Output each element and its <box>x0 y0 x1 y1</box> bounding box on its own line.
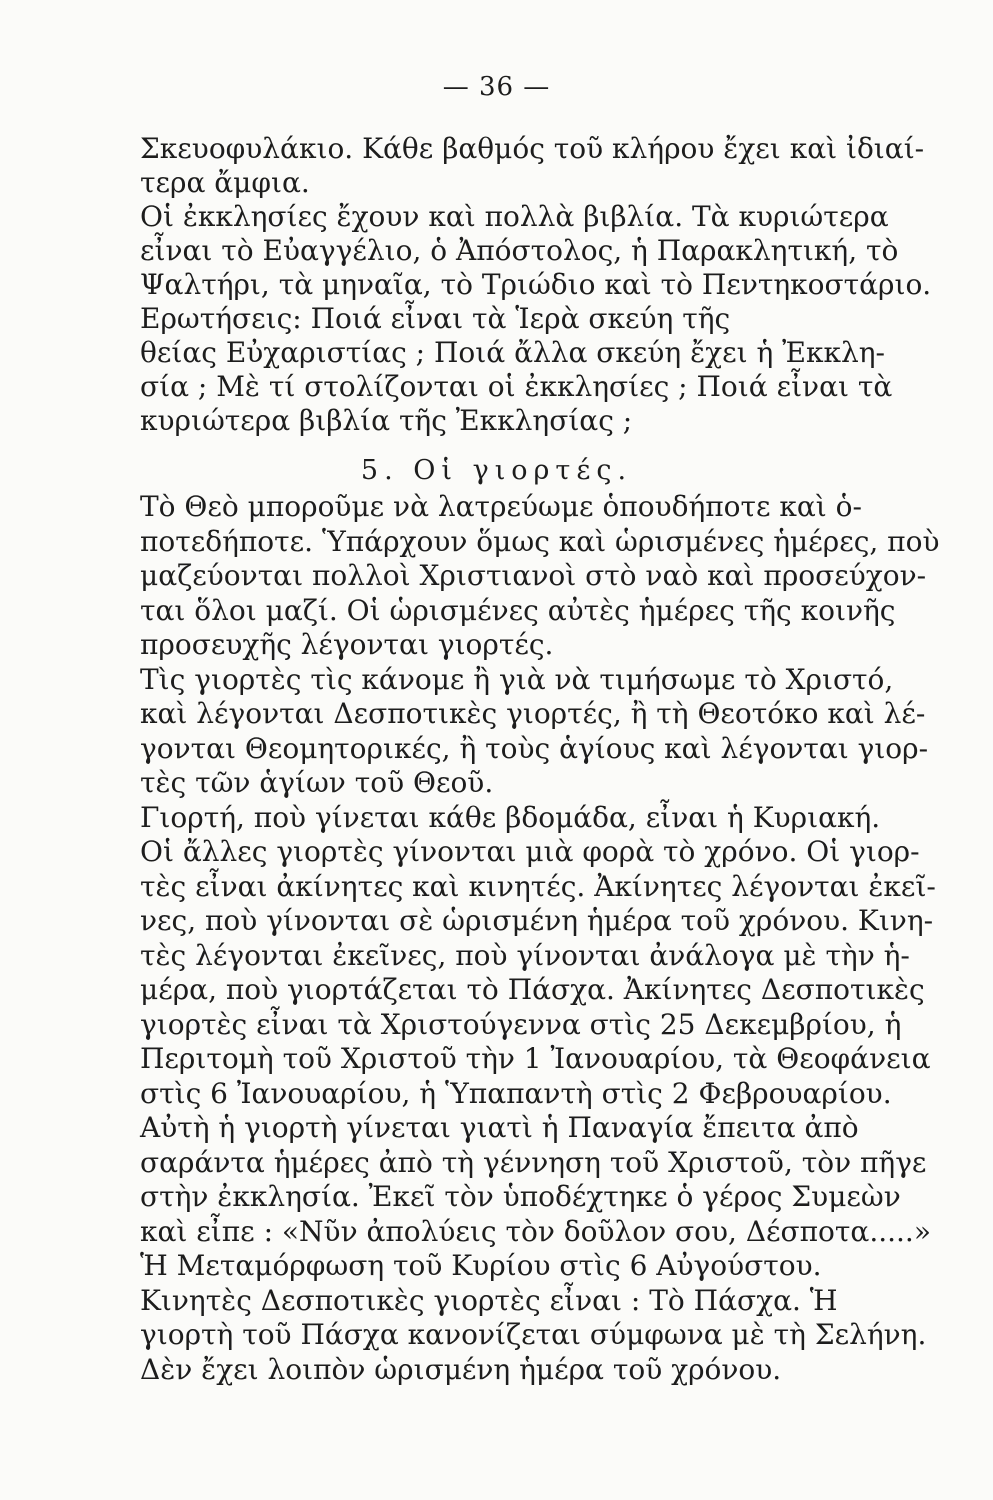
text-line: Αὐτὴ ἡ γιορτὴ γίνεται γιατὶ ἡ Παναγία ἔπειτα ἀπὸ <box>140 1111 859 1144</box>
text-line: κυριώτερα βιβλία τῆς Ἐκκλησίας ; <box>140 404 633 437</box>
text-line: σία ; Μὲ τί στολίζονται οἱ ἐκκλησίες ; Ποιά εἶναι τὰ <box>140 370 893 403</box>
text-line: τὲς εἶναι ἀκίνητες καὶ κινητές. Ἀκίνητες λέγονται ἐκεῖ- <box>140 869 936 903</box>
text-line: προσευχῆς λέγονται γιορτές. <box>140 628 554 661</box>
text-line: σαράντα ἡμέρες ἀπὸ τὴ γέννηση τοῦ Χριστοῦ, τὸν πῆγε <box>140 1145 927 1179</box>
text-line: Τὸ Θεὸ μποροῦμε νὰ λατρεύωμε ὁπουδήποτε καὶ ὁ- <box>140 490 862 523</box>
text-line: μαζεύονται πολλοὶ Χριστιανοὶ στὸ ναὸ καὶ προσεύχον- <box>140 559 927 592</box>
text-line: Γιορτή, ποὺ γίνεται κάθε βδομάδα, εἶναι ἡ Κυριακή. <box>140 800 881 834</box>
text-line: στὶς 6 Ἰανουαρίου, ἡ Ὑπαπαντὴ στὶς 2 Φεβρουαρίου. <box>140 1076 892 1110</box>
text-line: Οἱ ἐκκλησίες ἔχουν καὶ πολλὰ βιβλία. Τὰ κυριώτερα <box>140 200 889 233</box>
text-line: μέρα, ποὺ γιορτάζεται τὸ Πάσχα. Ἀκίνητες Δεσποτικὲς <box>140 973 925 1006</box>
text-line: Τὶς γιορτὲς τὶς κάνομε ἢ γιὰ νὰ τιμήσωμε τὸ Χριστό, <box>140 662 894 696</box>
section-heading: 5. Οἱ γιορτές. <box>360 455 633 486</box>
text-line: Ψαλτήρι, τὰ μηναῖα, τὸ Τριώδιο καὶ τὸ Πεντηκοστάριο. <box>140 268 932 301</box>
text-line: γιορτὴ τοῦ Πάσχα κανονίζεται σύμφωνα μὲ τὴ Σελήνη. <box>140 1318 927 1351</box>
text-line: καὶ εἶπε : «Νῦν ἀπολύεις τὸν δοῦλον σου, Δέσποτα.....» <box>140 1214 931 1248</box>
holidays-section <box>140 490 955 1387</box>
text-line: τερα ἄμφια. <box>140 166 310 199</box>
text-line: ται ὅλοι μαζί. Οἱ ὡρισμένες αὐτὲς ἡμέρες τῆς κοινῆς <box>140 593 896 627</box>
text-line: Κινητὲς Δεσποτικὲς γιορτὲς εἶναι : Τὸ Πάσχα. Ἡ <box>140 1283 838 1317</box>
text-line: γιορτὲς εἶναι τὰ Χριστούγεννα στὶς 25 Δεκεμβρίου, ἡ <box>140 1007 902 1041</box>
text-line: εἶναι τὸ Εὐαγγέλιο, ὁ Ἀπόστολος, ἡ Παρακλητική, τὸ <box>140 234 899 267</box>
text-line: τὲς λέγονται ἐκεῖνες, ποὺ γίνονται ἀνάλογα μὲ τὴν ἡ- <box>140 938 910 972</box>
text-line: νες, ποὺ γίνονται σὲ ὡρισμένη ἡμέρα τοῦ χρόνου. Κινη- <box>140 904 934 937</box>
page-number: — 36 — <box>442 72 551 102</box>
text-line: γονται Θεομητορικές, ἢ τοὺς ἁγίους καὶ λέγονται γιορ- <box>140 731 929 765</box>
questions-section <box>140 132 955 438</box>
text-line: Ἡ Μεταμόρφωση τοῦ Κυρίου στὶς 6 Αὐγούστου. <box>140 1249 822 1282</box>
text-line: Σκευοφυλάκιο. Κάθε βαθμός τοῦ κλήρου ἔχει καὶ ἰδιαί- <box>140 132 925 165</box>
text-line: στὴν ἐκκλησία. Ἐκεῖ τὸν ὑποδέχτηκε ὁ γέρος Συμεὼν <box>140 1180 901 1213</box>
text-line: καὶ λέγονται Δεσποτικὲς γιορτές, ἢ τὴ Θεοτόκο καὶ λέ- <box>140 697 926 730</box>
text-line: Οἱ ἄλλες γιορτὲς γίνονται μιὰ φορὰ τὸ χρόνο. Οἱ γιορ- <box>140 835 920 868</box>
text-line: Ερωτήσεις: Ποιά εἶναι τὰ Ἱερὰ σκεύη τῆς <box>140 302 731 335</box>
text-line: Δὲν ἔχει λοιπὸν ὡρισμένη ἡμέρα τοῦ χρόνου. <box>140 1352 782 1386</box>
text-line: θείας Εὐχαριστίας ; Ποιά ἄλλα σκεύη ἔχει ἡ Ἐκκλη- <box>140 336 886 369</box>
text-line: ποτεδήποτε. Ὑπάρχουν ὅμως καὶ ὡρισμένες ἡμέρες, ποὺ <box>140 524 940 558</box>
text-line: τὲς τῶν ἁγίων τοῦ Θεοῦ. <box>140 766 494 799</box>
text-line: Περιτομὴ τοῦ Χριστοῦ τὴν 1 Ἰανουαρίου, τὰ Θεοφάνεια <box>140 1042 931 1075</box>
